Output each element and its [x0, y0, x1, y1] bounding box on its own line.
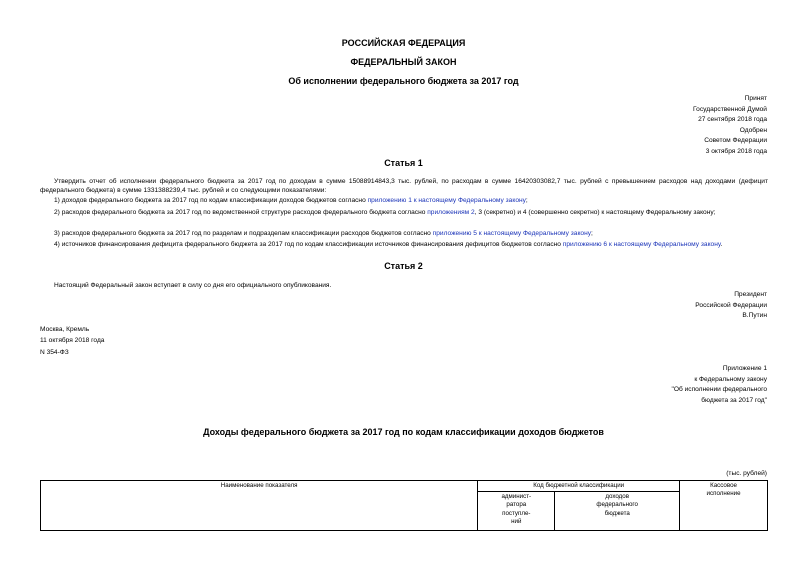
- adoption-line: 27 сентября 2018 года: [698, 116, 767, 124]
- execution-line: Кассовое: [710, 482, 737, 489]
- item-text: 3) расходов федерального бюджета за 2017 год по разделам и подразделам классификации расходов бюджетов согласно: [54, 230, 433, 237]
- document-title: Об исполнении федерального бюджета за 2017 год: [288, 76, 519, 86]
- signature-block: [447, 290, 767, 322]
- article-2-text: Настоящий Федеральный закон вступает в силу со дня его официального опубликования.: [54, 282, 332, 289]
- item-text: 2) расходов федерального бюджета за 2017 год по ведомственной структуре расходов федерального бюджета согласно: [54, 209, 428, 216]
- article-2-heading: Статья 2: [384, 261, 423, 271]
- column-header-execution: [680, 481, 768, 531]
- adoption-line: Одобрен: [739, 126, 767, 134]
- execution-line: исполнение: [706, 490, 741, 498]
- appendix-line: Приложение 1: [722, 365, 767, 372]
- table-title: Доходы федерального бюджета за 2017 год по кодам классификации доходов бюджетов: [203, 427, 604, 437]
- appendix-header: [447, 364, 767, 406]
- header-line: ний: [511, 517, 522, 525]
- article-1-item-4: [40, 240, 768, 249]
- adoption-block: [447, 94, 767, 158]
- table-header-row: [41, 481, 768, 492]
- document-type: ФЕДЕРАЛЬНЫЙ ЗАКОН: [350, 57, 457, 67]
- item-end: ;: [525, 197, 528, 204]
- column-header-code: Код бюджетной классификации: [478, 481, 680, 492]
- appendix-line: бюджета за 2017 год": [701, 396, 767, 404]
- column-header-administrator: [478, 492, 555, 531]
- item-text: 4) источников финансирования дефицита федерального бюджета за 2017 год по кодам классификации источников финансирования дефицитов бюджетов согласно: [54, 241, 563, 248]
- adoption-line: Государственной Думой: [693, 105, 767, 113]
- article-1-item-1: [40, 196, 768, 205]
- unit-label: (тыс. рублей): [726, 470, 767, 477]
- article-1-item-3: [40, 229, 768, 238]
- date-line: 11 октября 2018 года: [40, 337, 105, 345]
- income-table: [40, 480, 768, 531]
- appendix-line: "Об исполнении федерального: [671, 386, 767, 394]
- signature-line: Президент: [734, 291, 767, 298]
- appendix-line: к Федеральному закону: [694, 375, 767, 383]
- column-header-name: Наименование показателя: [41, 481, 478, 531]
- adoption-line: Советом Федерации: [704, 137, 767, 145]
- appendix-5-link[interactable]: приложению 5 к настоящему Федеральному закону: [432, 230, 592, 237]
- column-header-income-code: [555, 492, 680, 531]
- adoption-line: Принят: [744, 95, 767, 102]
- appendix-2-link[interactable]: приложениям 2: [427, 209, 475, 216]
- header-line: поступле-: [502, 509, 531, 517]
- item-end: , 3 (секретно) и 4 (совершенно секретно) к настоящему Федеральному закону;: [474, 209, 716, 216]
- article-1-heading: Статья 1: [384, 158, 423, 168]
- header-line: админист-: [501, 493, 532, 501]
- signature-line: В.Путин: [742, 312, 767, 320]
- signature-line: Российской Федерации: [695, 301, 767, 309]
- item-end: .: [720, 241, 723, 248]
- header-line: доходов: [605, 493, 630, 501]
- appendix-1-link[interactable]: приложению 1 к настоящему Федеральному закону: [367, 197, 526, 204]
- place-date-block: [40, 324, 104, 358]
- law-number: N 354-ФЗ: [40, 348, 69, 356]
- item-text: 1) доходов федерального бюджета за 2017 год по кодам классификации доходов бюджетов согласно: [54, 197, 368, 204]
- country-title: РОССИЙСКАЯ ФЕДЕРАЦИЯ: [341, 38, 466, 48]
- header-line: бюджета: [604, 509, 630, 517]
- article-1-item-2: [40, 208, 768, 217]
- header-line: федерального: [596, 501, 638, 509]
- adoption-line: 3 октября 2018 года: [705, 147, 767, 155]
- article-1-intro: Утвердить отчет об исполнении федерального бюджета за 2017 год по доходам в сумме 15088914843,3 тыс. рублей, по расходам в сумме 16420303082,7 тыс. рублей с превышением расходов над доходами (дефицит федерального бюджета) в сумме 1331388239,4 тыс. рублей и со следующими показателями:: [40, 178, 768, 195]
- appendix-6-link[interactable]: приложению 6 к настоящему Федеральному закону: [562, 241, 721, 248]
- header-line: ратора: [506, 501, 527, 509]
- item-end: ;: [591, 230, 593, 237]
- place-line: Москва, Кремль: [40, 326, 90, 333]
